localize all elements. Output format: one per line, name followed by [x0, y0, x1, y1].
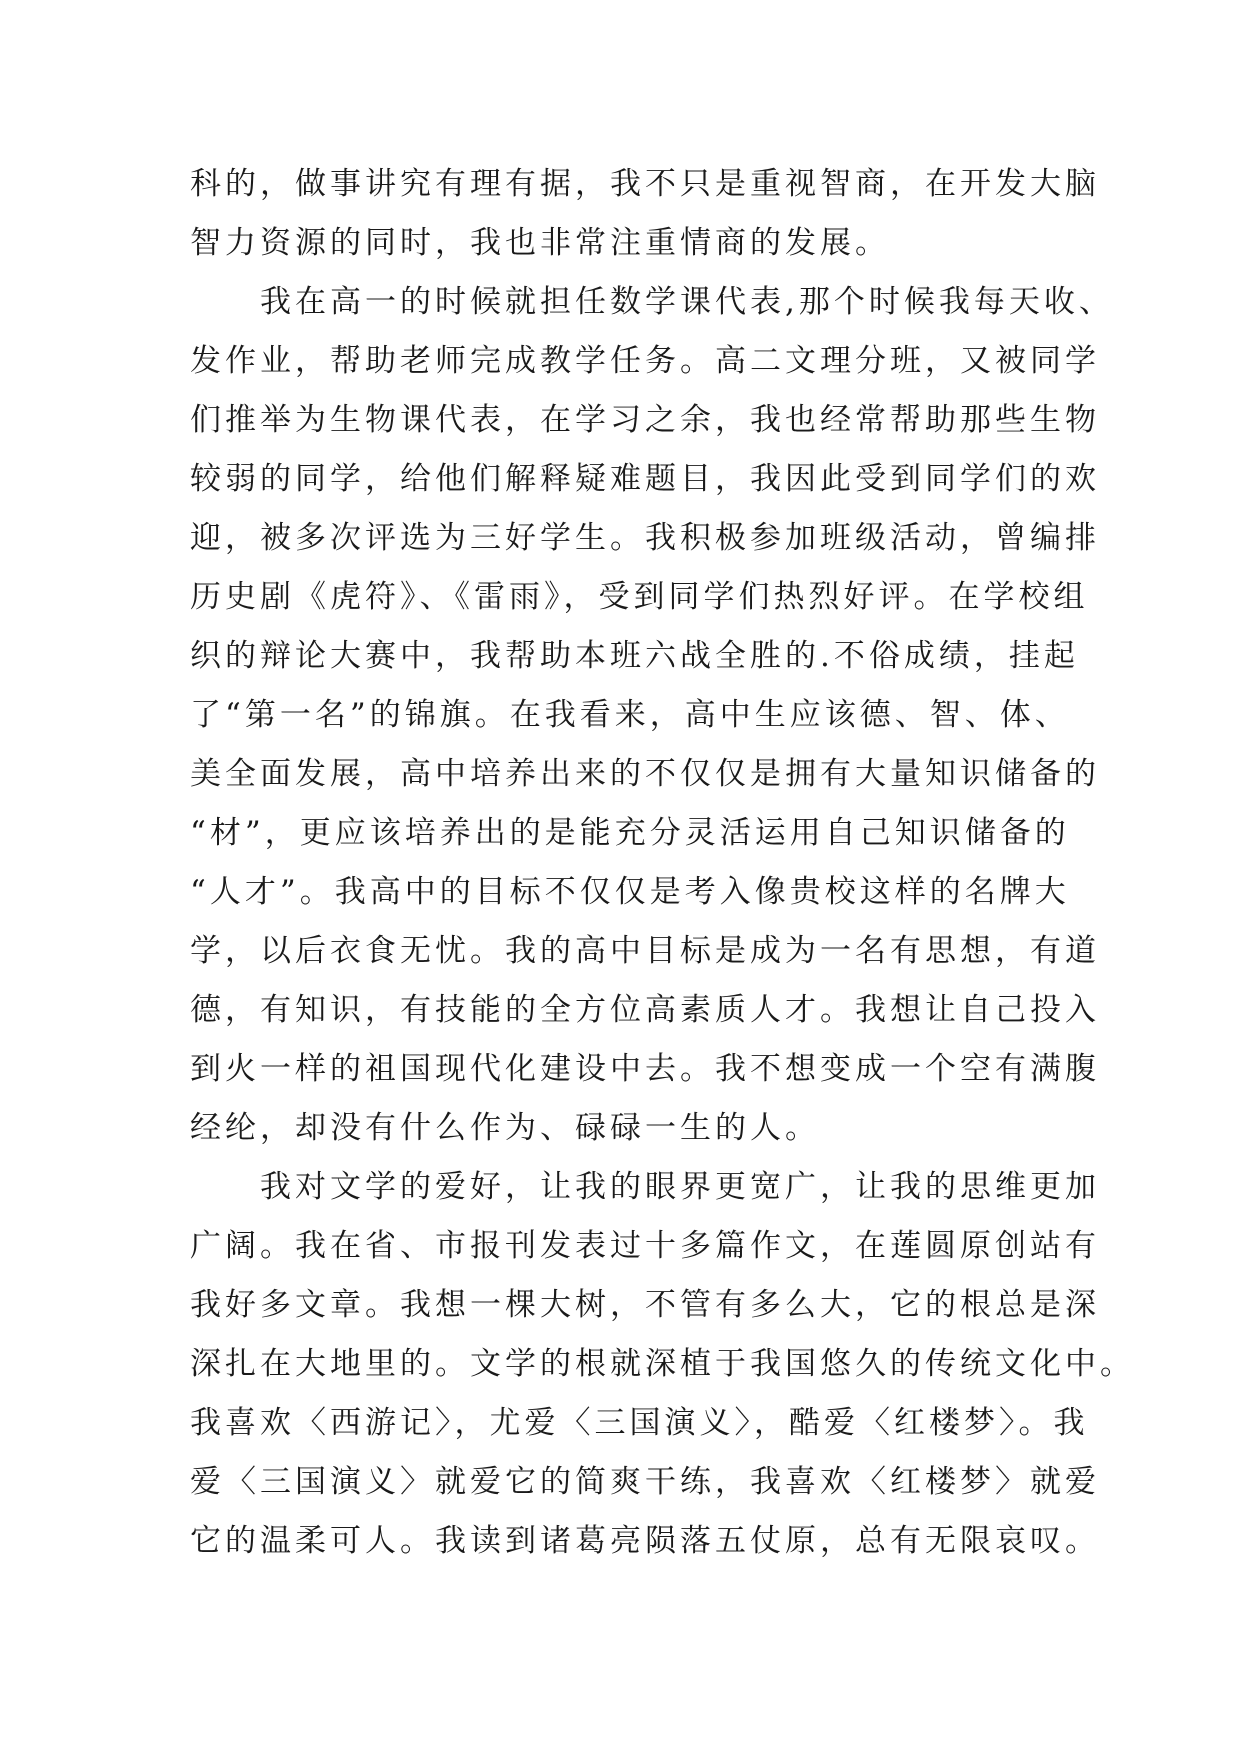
text-line: 经纶，却没有什么作为、碌碌一生的人。 — [190, 1110, 820, 1146]
text-line: 我好多文章。我想一棵大树，不管有多么大，它的根总是深 — [190, 1287, 1100, 1323]
text-line: 爱〈三国演义〉就爱它的简爽干练，我喜欢〈红楼梦〉就爱 — [190, 1464, 1100, 1500]
text-line: 智力资源的同时，我也非常注重情商的发展。 — [190, 225, 890, 261]
text-line: 发作业，帮助老师完成教学任务。高二文理分班，又被同学 — [190, 343, 1100, 379]
text-line: 深扎在大地里的。文学的根就深植于我国悠久的传统文化中。 — [190, 1346, 1135, 1382]
text-line: 织的辩论大赛中，我帮助本班六战全胜的.不俗成绩，挂起 — [190, 638, 1079, 674]
text-line: 我对文学的爱好，让我的眼界更宽广，让我的思维更加 — [190, 1169, 1100, 1205]
text-line: 到火一样的祖国现代化建设中去。我不想变成一个空有满腹 — [190, 1051, 1100, 1087]
text-line: 学，以后衣食无忧。我的高中目标是成为一名有思想，有道 — [190, 933, 1100, 969]
body-text — [190, 155, 1135, 1571]
text-line: 它的温柔可人。我读到诸葛亮陨落五仗原，总有无限哀叹。 — [190, 1523, 1100, 1559]
text-line: 较弱的同学，给他们解释疑难题目，我因此受到同学们的欢 — [190, 461, 1100, 497]
text-line: 科的，做事讲究有理有据，我不只是重视智商，在开发大脑 — [190, 166, 1100, 202]
text-line: “人才”。我高中的目标不仅仅是考入像贵校这样的名牌大 — [190, 874, 1070, 910]
text-line: 美全面发展，高中培养出来的不仅仅是拥有大量知识储备的 — [190, 756, 1100, 792]
text-line: 了“第一名”的锦旗。在我看来，高中生应该德、智、体、 — [190, 697, 1070, 733]
text-line: 迎，被多次评选为三好学生。我积极参加班级活动，曾编排 — [190, 520, 1100, 556]
text-line: “材”，更应该培养出的是能充分灵活运用自己知识储备的 — [190, 815, 1070, 851]
text-line: 广阔。我在省、市报刊发表过十多篇作文，在莲圆原创站有 — [190, 1228, 1100, 1264]
text-line: 我喜欢〈西游记〉，尤爱〈三国演义〉，酷爱〈红楼梦〉。我 — [190, 1405, 1089, 1441]
text-line: 历史剧《虎符》、《雷雨》，受到同学们热烈好评。在学校组 — [190, 579, 1089, 615]
text-line: 们推举为生物课代表，在学习之余，我也经常帮助那些生物 — [190, 402, 1100, 438]
text-line: 德，有知识，有技能的全方位高素质人才。我想让自己投入 — [190, 992, 1100, 1028]
text-line: 我在高一的时候就担任数学课代表,那个时候我每天收、 — [190, 284, 1114, 320]
